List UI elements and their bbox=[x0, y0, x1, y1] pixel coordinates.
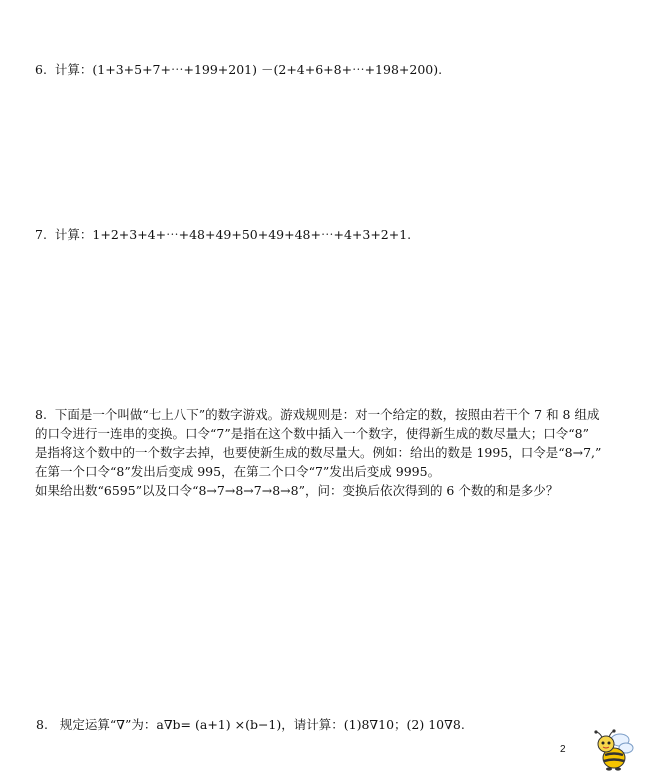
problem-6-text: 计算：(1+3+5+7+⋯+199+201) －(2+4+6+8+⋯+198+200). bbox=[54, 62, 443, 77]
problem-8-line-1: 8. 下面是一个叫做“七上八下”的数字游戏。游戏规则是：对一个给定的数，按照由若干个 7 和 8 组成 bbox=[35, 407, 600, 422]
bee-mascot-icon bbox=[590, 728, 634, 772]
problem-8-line-4: 在第一个口令“8”发出后变成 995，在第二个口令“7”发出后变成 9995。 bbox=[35, 464, 441, 479]
problem-8-operation-number: 8. bbox=[36, 717, 48, 732]
problem-8-line-2: 的口令进行一连串的变换。口令“7”是指在这个数中插入一个数字，使得新生成的数尽量大；口令“8” bbox=[35, 426, 589, 441]
problem-8-operation-text: 规定运算“∇”为：a∇b= (a+1) ×(b−1)，请计算：(1)8∇10；(2) 10∇8. bbox=[59, 717, 465, 732]
problem-8-number: 8. bbox=[35, 407, 47, 422]
problem-6 bbox=[35, 60, 442, 79]
problem-6-number: 6. bbox=[35, 62, 47, 77]
problem-7 bbox=[35, 225, 411, 244]
problem-7-text: 计算：1+2+3+4+⋯+48+49+50+49+48+⋯+4+3+2+1. bbox=[54, 227, 412, 242]
problem-8-line-3: 是指将这个数中的一个数字去掉，也要使新生成的数尽量大。例如：给出的数是 1995，口令是“8→7,” bbox=[35, 445, 602, 460]
problem-8 bbox=[35, 405, 601, 500]
page-number: 2 bbox=[560, 744, 566, 755]
problem-7-number: 7. bbox=[35, 227, 47, 242]
problem-8-line-5: 如果给出数“6595”以及口令“8→7→8→7→8→8”，问：变换后依次得到的 6 个数的和是多少？ bbox=[35, 483, 559, 498]
problem-8-operation bbox=[36, 715, 465, 734]
